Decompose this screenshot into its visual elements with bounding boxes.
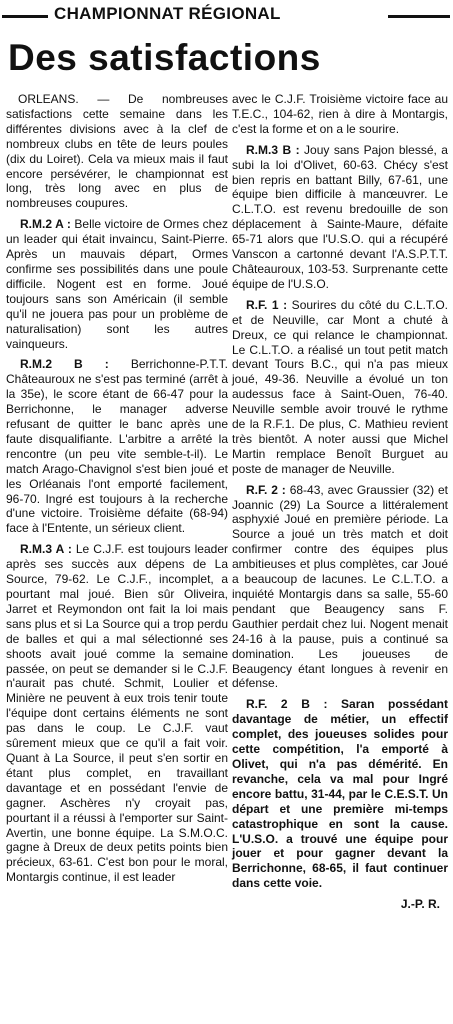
- section-title: CHAMPIONNAT RÉGIONAL: [54, 4, 281, 23]
- header-rule-left: [2, 15, 48, 18]
- article-headline: Des satisfactions: [8, 37, 321, 78]
- rf2b-text: Saran possédant davantage de métier, un effectif complet, des joueuses solides pour cette compétition, l'a emporté à Olivet, qui n'a pas démérité. En revanche, cela va mal pour Ingré encore battu, 31-44, par le C.E.S.T. Un départ et une première mi-temps catastrophique en sont la cause. L'U.S.O. a trouvé une équipe pour jouer et pour gagner devant la Berrichonne, 68-65, il faut continuer dans cette voie.: [232, 697, 449, 891]
- rm2a-text: Belle victoire de Ormes chez un leader qui était invaincu, Saint-Pierre. Après un mauvais départ, Ormes confirme ses possibilités dans une poule difficile. Nogent est en forme. Joué toujours sans son Américain (il semble qu'il ne jouera pas pour un problème de naturalisation) sont les autres vainqueurs.: [6, 217, 228, 351]
- right-column: [232, 92, 448, 912]
- rm3b-text: Jouy sans Pajon blessé, a subi la loi d'Olivet, 60-63. Chécy s'est bien repris en battant Billy, 67-61, une équipe bien difficile à manœuvrer. Le C.L.T.O. est revenu bredouille de son déplacement à Sainte-Maure, défaite 65-71 alors que l'U.S.O. qui a récupéré Vanscon a cartonné devant l'A.S.P.T.T. Châteauroux, 103-53. Surprenante cette équipe de l'U.S.O.: [232, 142, 448, 291]
- rf2b-paragraph: [232, 697, 448, 891]
- rm3b-paragraph: [232, 143, 448, 292]
- rm2a-tag: R.M.2 A :: [20, 217, 71, 232]
- rf2-paragraph: [232, 483, 448, 692]
- section-header: [0, 4, 453, 28]
- header-rule-right: [388, 15, 450, 18]
- rf1-text: Sourires du côté du C.L.T.O. et de Neuville, car Mont a chuté à Dreux, ce qui relance le championnat. Le C.L.T.O. a réalisé un tout petit match devant Tours B.C., qui n'a pas mieux joué, 49-36. Neuville a évolué un ton audessus face à Saint-Ouen, 76-40. Neuville semble avoir trouvé le rythme de la R.F.1. De plus, C. Mathieu revient très bientôt. A noter aussi que Michel Martin remplace Benoît Burguet au poste de manager de Neuville.: [232, 297, 448, 476]
- rm2b-tag: R.M.2 B :: [20, 357, 109, 372]
- rm2b-paragraph: [6, 357, 228, 536]
- rm2b-text: Berrichonne-P.T.T. Châteauroux ne s'est pas terminé (arrêt à la 35e), le score étant de 66-47 pour la Berrichonne, le manager adverse refusant de quitter le banc après une faute disqualifiante. L'arbitre a arrêté la rencontre (un peu vite semble-t-il). Le match Arago-Chavignol s'est bien joué et les Orléanais l'ont emporté facilement, 96-70. Ingré est toujours à la recherche d'une victoire. Troisième défaite (68-94) face à l'Entente, un sérieux client.: [6, 357, 228, 536]
- rm2a-paragraph: [6, 217, 228, 351]
- rf2b-tag: R.F. 2 B :: [246, 697, 328, 712]
- rf1-tag: R.F. 1 :: [246, 297, 288, 312]
- rm3a-tag: R.M.3 A :: [20, 542, 72, 557]
- author-signature: J.-P. R.: [400, 897, 440, 912]
- rf2-tag: R.F. 2 :: [246, 482, 286, 497]
- rf2-text: 68-43, avec Graussier (32) et Joannic (29) La Source a littéralement asphyxié Joué en première période. La Source a joué un très match et doit confirmer contre des équipes plus ambitieuses et plus complètes, car Joué a beaucoup de lacunes. Le C.L.T.O. a inquiété Montargis dans sa salle, 55-60 pendant que Beaugency sans F. Gauthier perdait chez lui. Nogent menait 24-16 à la pause, puis a continué sa domination. Les joueuses de Beaugency étant longues à revenir en défense.: [232, 482, 449, 691]
- intro-paragraph: ORLEANS. — De nombreuses satisfactions cette semaine dans les différentes divisions avec à la clef de nombreux clubs en tête de leurs poules (dix du Loiret). Cela va mieux mais il faut encore persévérer, le championnat est long, très long avec en plus de nombreuses coupures.: [6, 92, 228, 211]
- rm3a-paragraph: [6, 542, 228, 885]
- rm3b-tag: R.M.3 B :: [246, 142, 300, 157]
- rf1-paragraph: [232, 298, 448, 477]
- rm3a-text: Le C.J.F. est toujours leader après ses succès aux dépens de La Source, 79-62. Le C.J.F., incomplet, a pourtant mal joué. Bien sûr Oliveira, Jarret et Reymondon ont fait la loi mais sans plus et si La Source qui a trop perdu de balles et qui a mal sélectionné ses shoots avait joué comme la semaine passée, on peut se demander si le C.J.F. n'aurait pas chuté. Schmit, Loulier et Minière ne peuvent à eux trois tenir toute l'équipe dont certains éléments ne sont pas dans le coup. Le C.J.F. vaut sûrement mieux que ce qu'il a fait voir. Quant à La Source, il peut s'en sortir en étant plus complet, en travaillant davantage et en possédant l'envie de gagner. Aschères n'y croyait pas, pourtant il a réussi à l'emporter sur Saint-Avertin, une bonne équipe. La S.M.O.C. gagne à Dreux de deux petits points bien précieux, 63-61. C'est bon pour le moral, Montargis continue, il est leader: [6, 542, 228, 885]
- continuation-paragraph: avec le C.J.F. Troisième victoire face au T.E.C., 104-62, rien à dire à Montargis, c'est la forme et on a le sourire.: [232, 92, 448, 136]
- left-column: [6, 92, 228, 891]
